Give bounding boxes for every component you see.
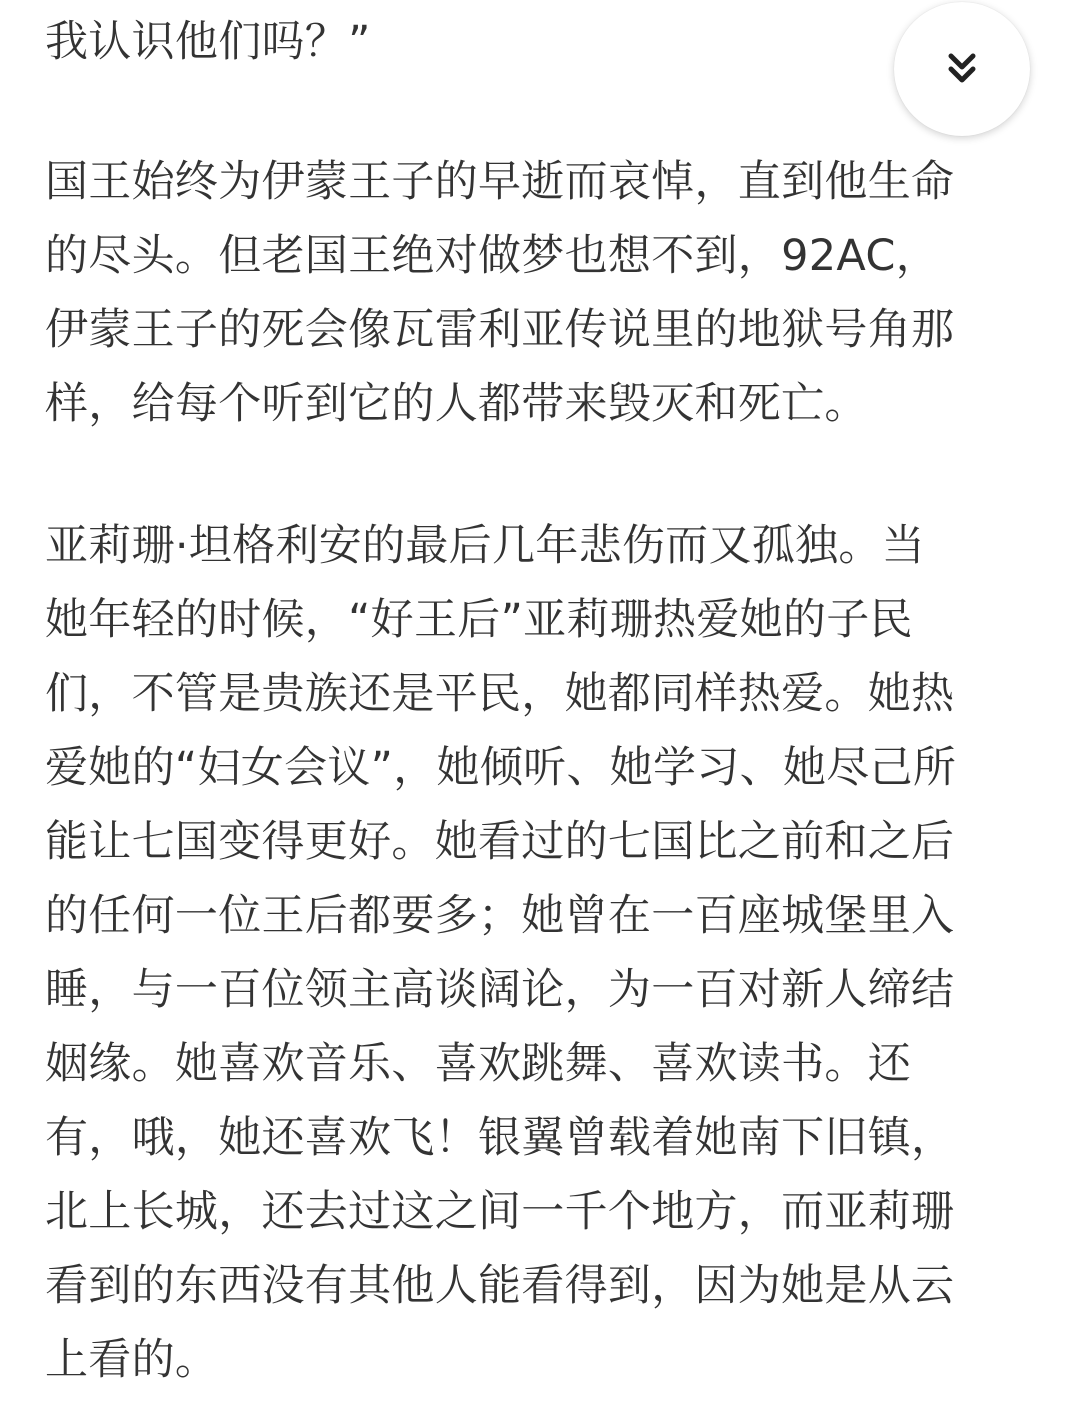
double-chevron-down-icon (942, 49, 982, 89)
article-line: 爱她的“妇女会议”，她倾听、她学习、她尽己所 (45, 743, 957, 793)
article-line: 她年轻的时候，“好王后”亚莉珊热爱她的子民 (45, 595, 913, 645)
article-line: 伊蒙王子的死会像瓦雷利亚传说里的地狱号角那 (45, 305, 955, 355)
article-line: 能让七国变得更好。她看过的七国比之前和之后 (45, 817, 955, 867)
article-line: 有，哦，她还喜欢飞！银翼曾载着她南下旧镇， (45, 1113, 955, 1163)
article-line: 上看的。 (45, 1335, 219, 1385)
article-line: 样，给每个听到它的人都带来毁灭和死亡。 (45, 379, 868, 429)
article-line: 国王始终为伊蒙王子的早逝而哀悼，直到他生命 (45, 157, 955, 207)
article-line: 的尽头。但老国王绝对做梦也想不到，92AC， (45, 231, 939, 281)
scroll-down-button[interactable] (894, 2, 1030, 136)
article-line: 的任何一位王后都要多；她曾在一百座城堡里入 (45, 891, 955, 941)
article-line: 们，不管是贵族还是平民，她都同样热爱。她热 (45, 669, 955, 719)
article-line: 北上长城，还去过这之间一千个地方，而亚莉珊 (45, 1187, 955, 1237)
article-line: 我认识他们吗？” (45, 17, 371, 67)
article-line: 看到的东西没有其他人能看得到，因为她是从云 (45, 1261, 955, 1311)
article-line: 睡，与一百位领主高谈阔论，为一百对新人缔结 (45, 965, 955, 1015)
article-line: 亚莉珊·坦格利安的最后几年悲伤而又孤独。当 (45, 521, 925, 571)
article-line: 姻缘。她喜欢音乐、喜欢跳舞、喜欢读书。还 (45, 1039, 911, 1089)
